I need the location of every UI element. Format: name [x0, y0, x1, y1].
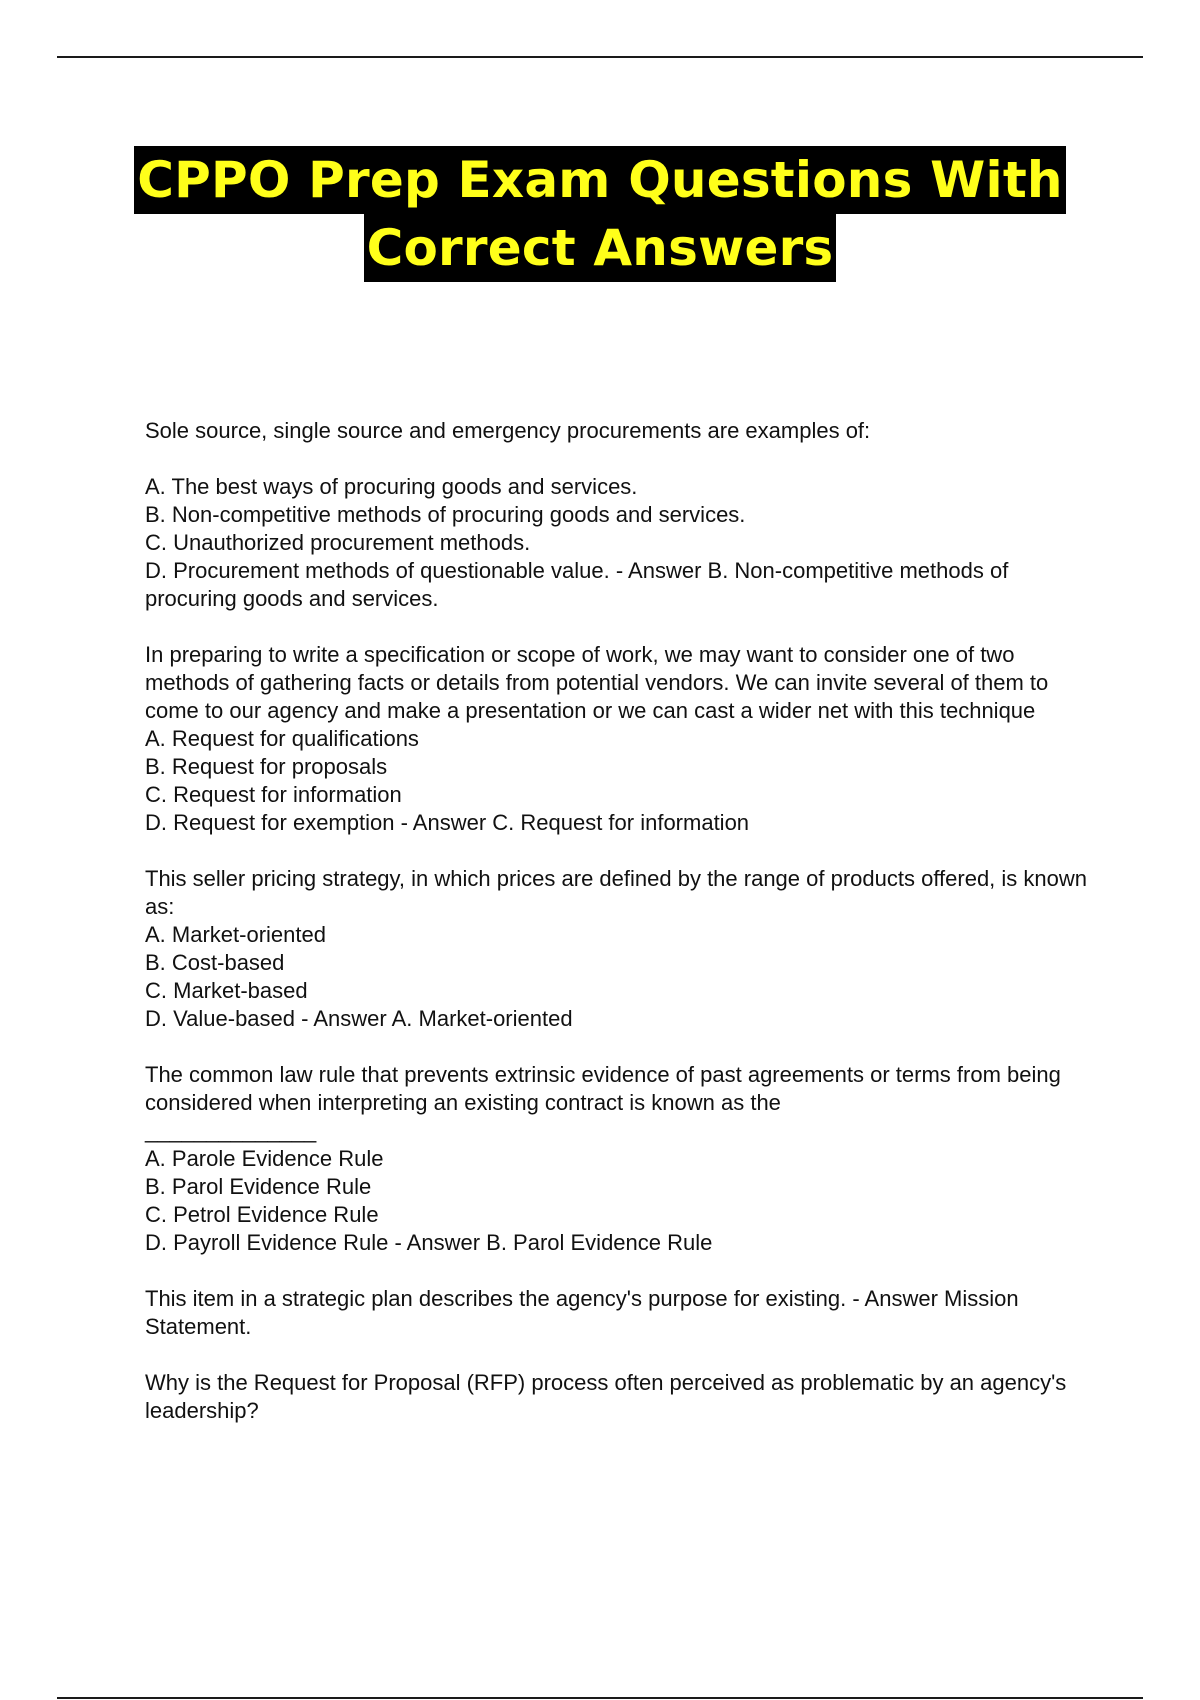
question-text: This seller pricing strategy, in which prices are defined by the range of products offered, is known as: — [145, 866, 1088, 919]
option: B. Parol Evidence Rule — [145, 1174, 372, 1199]
option-with-answer: D. Value-based - Answer A. Market-oriented — [145, 1006, 573, 1031]
option: A. The best ways of procuring goods and services. — [145, 474, 638, 499]
question-text: In preparing to write a specification or scope of work, we may want to consider one of two methods of gathering facts or details from potential vendors. We can invite several of them to come to our agency and make a presentation or we can cast a wider net with this technique — [145, 642, 1049, 723]
option-with-answer: D. Request for exemption - Answer C. Request for information — [145, 810, 750, 835]
question-text: The common law rule that prevents extrinsic evidence of past agreements or terms from being considered when interpreting an existing contract is known as the — [145, 1062, 1061, 1115]
question-block-4 — [145, 1061, 1095, 1257]
option: B. Cost-based — [145, 950, 285, 975]
option: C. Unauthorized procurement methods. — [145, 530, 531, 555]
question-block-1 — [145, 417, 1095, 613]
document-title — [0, 146, 1200, 282]
question-with-answer: This item in a strategic plan describes the agency's purpose for existing. - Answer Mission Statement. — [145, 1286, 1019, 1339]
option: C. Market-based — [145, 978, 308, 1003]
document-body — [145, 417, 1095, 1453]
bottom-rule — [57, 1697, 1143, 1699]
title-line-1: CPPO Prep Exam Questions With — [134, 146, 1065, 214]
question-block-3 — [145, 865, 1095, 1033]
option: C. Request for information — [145, 782, 402, 807]
question-text: Why is the Request for Proposal (RFP) process often perceived as problematic by an agency's leadership? — [145, 1370, 1067, 1423]
option: A. Request for qualifications — [145, 726, 419, 751]
question-text: Sole source, single source and emergency procurements are examples of: — [145, 418, 871, 443]
option: A. Market-oriented — [145, 922, 326, 947]
title-line-2: Correct Answers — [364, 214, 837, 282]
question-block-6 — [145, 1369, 1095, 1425]
answer-blank: ______________ — [145, 1118, 317, 1143]
option: A. Parole Evidence Rule — [145, 1146, 384, 1171]
question-block-5 — [145, 1285, 1095, 1341]
top-rule — [57, 56, 1143, 58]
option-with-answer: D. Payroll Evidence Rule - Answer B. Parol Evidence Rule — [145, 1230, 713, 1255]
option: C. Petrol Evidence Rule — [145, 1202, 379, 1227]
option-with-answer: D. Procurement methods of questionable value. - Answer B. Non-competitive methods of procuring goods and services. — [145, 558, 1009, 611]
question-block-2 — [145, 641, 1095, 837]
option: B. Request for proposals — [145, 754, 388, 779]
option: B. Non-competitive methods of procuring goods and services. — [145, 502, 746, 527]
